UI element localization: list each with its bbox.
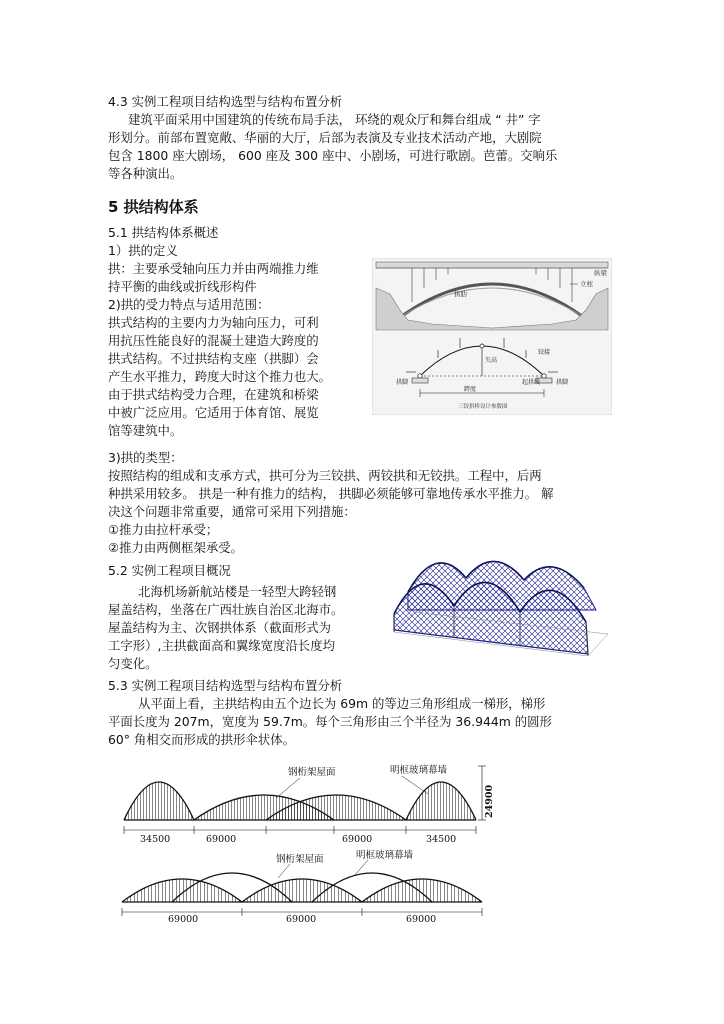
label-rise: 矢高 [485, 357, 498, 364]
label-steel-truss-roof: 钢桁架屋面 [288, 767, 336, 778]
label-steel-truss-roof: 钢桁架屋面 [276, 854, 324, 865]
paragraph-line: 决这个问题非常重要，通常可采用下列措施： [108, 504, 356, 519]
paragraph-line: 拱式结构。不过拱结构支座（拱脚）会 [108, 351, 319, 366]
arch-bridge-figure [372, 258, 612, 415]
paragraph-line: 平面长度为 207m，宽度为 59.7m。每个三角形由三个半径为 36.944m 的圆形 [108, 714, 552, 729]
paragraph-line: 工字形）,主拱截面高和翼缘宽度沿长度均 [108, 638, 335, 653]
paragraph-line: 拱式结构的主要内力为轴向压力，可利 [108, 315, 319, 330]
section-5-3-title: 5.3 实例工程项目结构选型与结构布置分析 [108, 678, 343, 693]
list-item: ②推力由两侧框架承受。 [108, 540, 244, 555]
subsection-title: 1）拱的定义 [108, 243, 178, 258]
label-arch: 拱肋 [454, 290, 467, 298]
paragraph-line: 建筑平面采用中国建筑的传统布局手法， 环绕的观众厅和舞台组成 “ 井” 字 [128, 112, 541, 127]
elevation-drawing-1 [110, 758, 496, 852]
subsection-title: 3)拱的类型： [108, 450, 183, 465]
label-glass-curtain-wall: 明框玻璃幕墙 [390, 765, 448, 776]
paragraph-line: 拱：主要承受轴向压力并由两端推力维 [108, 261, 319, 276]
paragraph-line: 产生水平推力，跨度大时这个推力也大。 [108, 369, 332, 384]
dimension: 69000 [342, 834, 373, 845]
paragraph-line: 形划分。前部布置宽敞、华丽的大厅，后部为表演及专业技术活动产地，大剧院 [108, 130, 542, 145]
paragraph-line: 中被广泛应用。它适用于体育馆、展览 [108, 405, 319, 420]
label-hinge: 铰接 [538, 349, 551, 356]
subsection-title: 2)拱的受力特点与适用范围： [108, 297, 270, 312]
paragraph-line: 持平衡的曲线或折线形构件 [108, 279, 257, 294]
paragraph-line: 从平面上看，主拱结构由五个边长为 69m 的等边三角形组成一梯形，梯形 [138, 696, 546, 711]
section-4-3-title: 4.3 实例工程项目结构选型与结构布置分析 [108, 94, 343, 109]
label-glass-curtain-wall: 明框玻璃幕墙 [356, 850, 414, 861]
dimension: 69000 [406, 914, 437, 925]
label-abutment-right: 拱脚 [556, 379, 569, 386]
paragraph-line: 屋盖结构，坐落在广西壮族自治区北海市。 [108, 602, 344, 617]
paragraph-line: 包含 1800 座大剧场， 600 座及 300 座中、小剧场，可进行歌剧。芭蕾。交响乐 [108, 148, 558, 163]
steel-lattice-vault-figure [388, 550, 616, 668]
paragraph-line: 匀变化。 [108, 656, 158, 671]
section-5-1-title: 5.1 拱结构体系概述 [108, 225, 219, 240]
label-abutment-left: 拱脚 [396, 379, 409, 386]
dimension: 69000 [286, 914, 317, 925]
dimension: 34500 [426, 834, 457, 845]
paragraph-line: 由于拱式结构受力合理，在建筑和桥梁 [108, 387, 319, 402]
section-5-2-title: 5.2 实例工程项目概况 [108, 563, 231, 578]
paragraph-line: 北海机场新航站楼是一轻型大跨轻钢 [138, 584, 337, 599]
paragraph-line: 馆等建筑中。 [108, 423, 183, 438]
chapter-5-title: 5 拱结构体系 [108, 198, 199, 216]
dimension: 69000 [168, 914, 199, 925]
paragraph-line: 按照结构的组成和支承方式，拱可分为三铰拱、两铰拱和无铰拱。工程中，后两 [108, 468, 542, 483]
dimension: 34500 [140, 834, 171, 845]
label-springing: 起拱线 [522, 379, 541, 386]
paragraph-line: 种拱采用较多。 拱是一种有推力的结构， 拱脚必须能够可靠地传承水平推力。 解 [108, 486, 554, 501]
figure-caption: 三铰拱桥设计参数图 [458, 404, 508, 410]
label-span: 跨度 [464, 386, 477, 393]
elevation-drawing-2 [110, 846, 496, 928]
label-pillar: 立柱 [580, 280, 593, 288]
list-item: ①推力由拉杆承受； [108, 522, 219, 537]
paragraph-line: 屋盖结构为主、次钢拱体系（截面形式为 [108, 620, 332, 635]
dimension-height: 24900 [484, 784, 495, 818]
paragraph-line: 用抗压性能良好的混凝土建造大跨度的 [108, 333, 319, 348]
paragraph-line: 60° 角相交而形成的拱形伞状体。 [108, 732, 295, 747]
dimension: 69000 [206, 834, 237, 845]
label-deck: 纵梁 [594, 269, 607, 277]
paragraph-line: 等各种演出。 [108, 166, 183, 181]
